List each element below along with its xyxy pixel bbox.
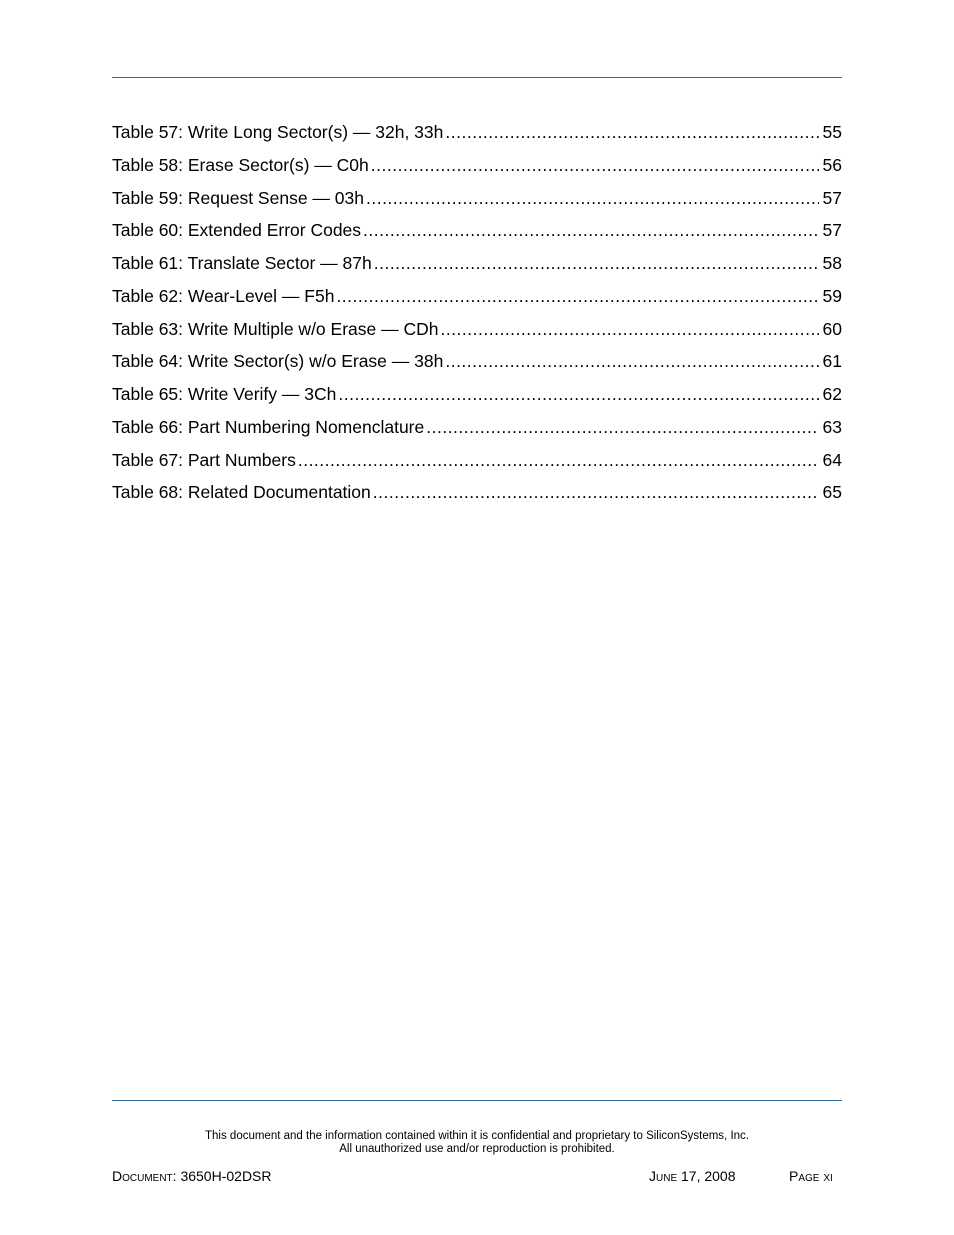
toc-entry-label: Table 63: Write Multiple w/o Erase — CDh xyxy=(112,318,439,339)
toc-dot-leader xyxy=(371,151,819,179)
toc-entry-page: 55 xyxy=(822,122,842,142)
toc-entry-page: 64 xyxy=(822,449,842,470)
toc-entry[interactable] xyxy=(112,184,842,217)
toc-entry-page: 56 xyxy=(822,154,842,175)
toc-entry-label: Table 67: Part Numbers xyxy=(112,449,296,470)
toc-dot-leader xyxy=(373,478,819,506)
toc-entry[interactable] xyxy=(112,151,842,184)
toc-entry-label: Table 64: Write Sector(s) w/o Erase — 38h xyxy=(112,351,444,372)
toc-entry-label: Table 65: Write Verify — 3Ch xyxy=(112,384,337,404)
header-rule xyxy=(112,77,842,78)
toc-entry[interactable] xyxy=(112,380,842,413)
toc-entry[interactable] xyxy=(112,315,842,348)
toc-entry-label: Table 68: Related Documentation xyxy=(112,482,371,503)
toc-entry[interactable] xyxy=(112,446,842,479)
toc-entry[interactable] xyxy=(112,413,842,446)
toc-entry-page: 62 xyxy=(822,384,842,404)
confidentiality-notice xyxy=(112,1130,842,1155)
page-number-value: xi xyxy=(823,1168,833,1184)
toc-entry-label: Table 61: Translate Sector — 87h xyxy=(112,253,372,273)
toc-entry-label: Table 59: Request Sense — 03h xyxy=(112,187,364,208)
toc-dot-leader xyxy=(366,184,819,212)
page-label: Page xyxy=(789,1168,820,1184)
toc-entry-page: 57 xyxy=(822,187,842,208)
toc-entry[interactable] xyxy=(112,216,842,249)
toc-dot-leader xyxy=(338,380,818,408)
toc-entry-label: Table 60: Extended Error Codes xyxy=(112,220,362,241)
footer-rule xyxy=(112,1100,842,1101)
toc-entry-page: 60 xyxy=(822,318,842,339)
toc-entry[interactable] xyxy=(112,249,842,282)
toc-entry[interactable] xyxy=(112,282,842,315)
document-label: Document: xyxy=(112,1168,177,1184)
toc-entry-page: 59 xyxy=(822,285,842,306)
toc-dot-leader xyxy=(336,282,818,310)
toc-entry-page: 65 xyxy=(822,482,842,503)
confidentiality-line: All unauthorized use and/or reproduction is prohibited. xyxy=(339,1142,615,1155)
toc-entry-label: Table 57: Write Long Sector(s) — 32h, 33h xyxy=(112,122,444,142)
toc-dot-leader xyxy=(363,216,818,244)
toc-entry-label: Table 62: Wear-Level — F5h xyxy=(112,285,335,306)
page-number xyxy=(789,1168,833,1184)
toc-dot-leader xyxy=(440,315,818,343)
toc-entry-label: Table 58: Erase Sector(s) — C0h xyxy=(112,154,369,175)
confidentiality-line: This document and the information contained within it is confidential and proprietary to SiliconSystems, Inc. xyxy=(205,1130,749,1142)
toc-dot-leader xyxy=(445,118,818,146)
toc-entry[interactable] xyxy=(112,118,842,151)
toc-dot-leader xyxy=(298,446,819,474)
table-of-tables xyxy=(112,118,842,511)
toc-dot-leader xyxy=(426,413,818,441)
toc-dot-leader xyxy=(445,347,818,375)
toc-entry[interactable] xyxy=(112,347,842,380)
document-id xyxy=(112,1168,272,1184)
toc-entry-page: 61 xyxy=(822,351,842,372)
document-date: June 17, 2008 xyxy=(649,1168,736,1184)
toc-entry-label: Table 66: Part Numbering Nomenclature xyxy=(112,416,425,437)
document-number: 3650H-02DSR xyxy=(180,1168,272,1184)
toc-entry-page: 58 xyxy=(822,253,842,273)
toc-dot-leader xyxy=(374,249,819,277)
toc-entry-page: 63 xyxy=(822,416,842,437)
toc-entry[interactable] xyxy=(112,478,842,511)
toc-entry-page: 57 xyxy=(822,220,842,241)
